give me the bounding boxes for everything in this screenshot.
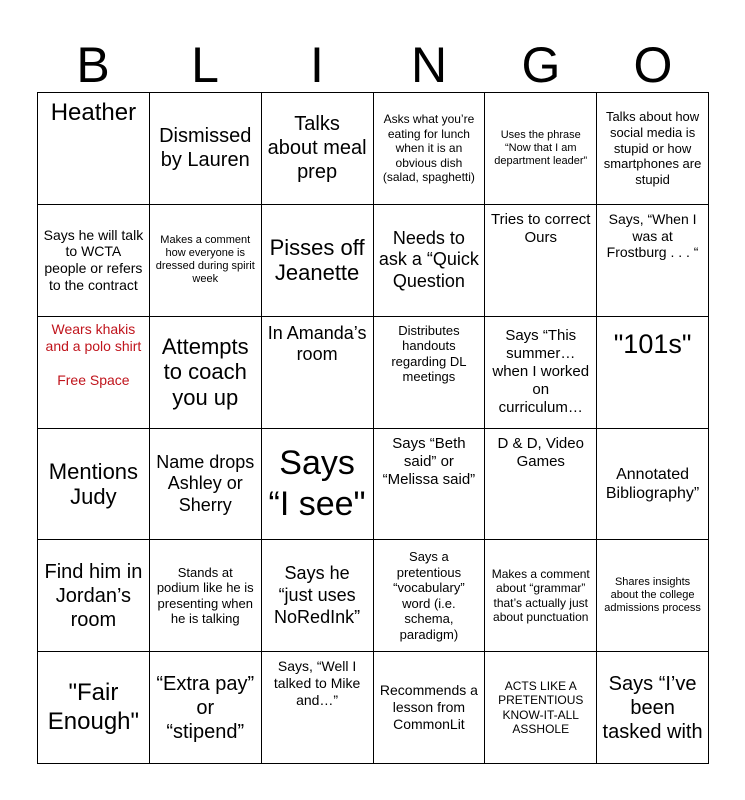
bingo-cell[interactable]: Talks about meal prep	[262, 93, 374, 205]
bingo-cell[interactable]: Annotated Bibliography”	[597, 429, 709, 541]
bingo-cell[interactable]: Mentions Judy	[38, 429, 150, 541]
bingo-cell[interactable]: Tries to correct Ours	[485, 205, 597, 317]
bingo-board	[37, 92, 709, 764]
bingo-cell[interactable]: Heather	[38, 93, 150, 205]
bingo-cell[interactable]: Uses the phrase “Now that I am department leader”	[485, 93, 597, 205]
header-letter-n: N	[410, 37, 448, 93]
bingo-cell[interactable]: Needs to ask a “Quick Question	[374, 205, 486, 317]
bingo-cell[interactable]: Says “I see"	[262, 429, 374, 541]
header-letter-l: L	[191, 37, 219, 93]
bingo-cell[interactable]: Says, “When I was at Frostburg . . . “	[597, 205, 709, 317]
bingo-cell[interactable]: D & D, Video Games	[485, 429, 597, 541]
bingo-cell[interactable]: Name drops Ashley or Sherry	[150, 429, 262, 541]
bingo-cell[interactable]: Says he will talk to WCTA people or refers to the contract	[38, 205, 150, 317]
header-letter-o: O	[633, 37, 673, 93]
bingo-cell[interactable]: Distributes handouts regarding DL meetings	[374, 317, 486, 429]
bingo-cell[interactable]: Says, “Well I talked to Mike and…”	[262, 652, 374, 764]
bingo-cell[interactable]: Find him in Jordan’s room	[38, 540, 150, 652]
bingo-cell[interactable]: Attempts to coach you up	[150, 317, 262, 429]
bingo-cell[interactable]: Recommends a lesson from CommonLit	[374, 652, 486, 764]
bingo-cell[interactable]: Pisses off Jeanette	[262, 205, 374, 317]
bingo-cell[interactable]: Dismissed by Lauren	[150, 93, 262, 205]
bingo-cell[interactable]: Makes a comment about “grammar” that’s actually just about punctuation	[485, 540, 597, 652]
bingo-cell[interactable]: ACTS LIKE A PRETENTIOUS KNOW-IT-ALL ASSHOLE	[485, 652, 597, 764]
bingo-cell[interactable]: Stands at podium like he is presenting when he is talking	[150, 540, 262, 652]
bingo-cell[interactable]: Says “Beth said” or “Melissa said”	[374, 429, 486, 541]
bingo-cell[interactable]: "101s"	[597, 317, 709, 429]
bingo-cell[interactable]: Shares insights about the college admissions process	[597, 540, 709, 652]
header-letter-g: G	[521, 37, 561, 93]
bingo-cell[interactable]: Says he “just uses NoRedInk”	[262, 540, 374, 652]
bingo-cell[interactable]: Says “I’ve been tasked with	[597, 652, 709, 764]
free-space-label: Free Space	[57, 371, 130, 388]
free-space-cell[interactable]	[38, 317, 150, 429]
bingo-header	[37, 36, 709, 92]
free-space-text: Wears khakis and a polo shirt	[45, 320, 142, 355]
bingo-cell[interactable]: Says “This summer… when I worked on curriculum…	[485, 317, 597, 429]
bingo-cell[interactable]: “Extra pay” or “stipend”	[150, 652, 262, 764]
bingo-cell[interactable]: In Amanda’s room	[262, 317, 374, 429]
header-letter-i: I	[310, 37, 324, 93]
bingo-cell[interactable]: Says a pretentious “vocabulary” word (i.e. schema, paradigm)	[374, 540, 486, 652]
bingo-cell[interactable]: Makes a comment how everyone is dressed during spirit week	[150, 205, 262, 317]
bingo-cell[interactable]: "Fair Enough"	[38, 652, 150, 764]
bingo-cell[interactable]: Asks what you’re eating for lunch when it is an obvious dish (salad, spaghetti)	[374, 93, 486, 205]
header-letter-b: B	[76, 37, 110, 93]
bingo-cell[interactable]: Talks about how social media is stupid or how smartphones are stupid	[597, 93, 709, 205]
